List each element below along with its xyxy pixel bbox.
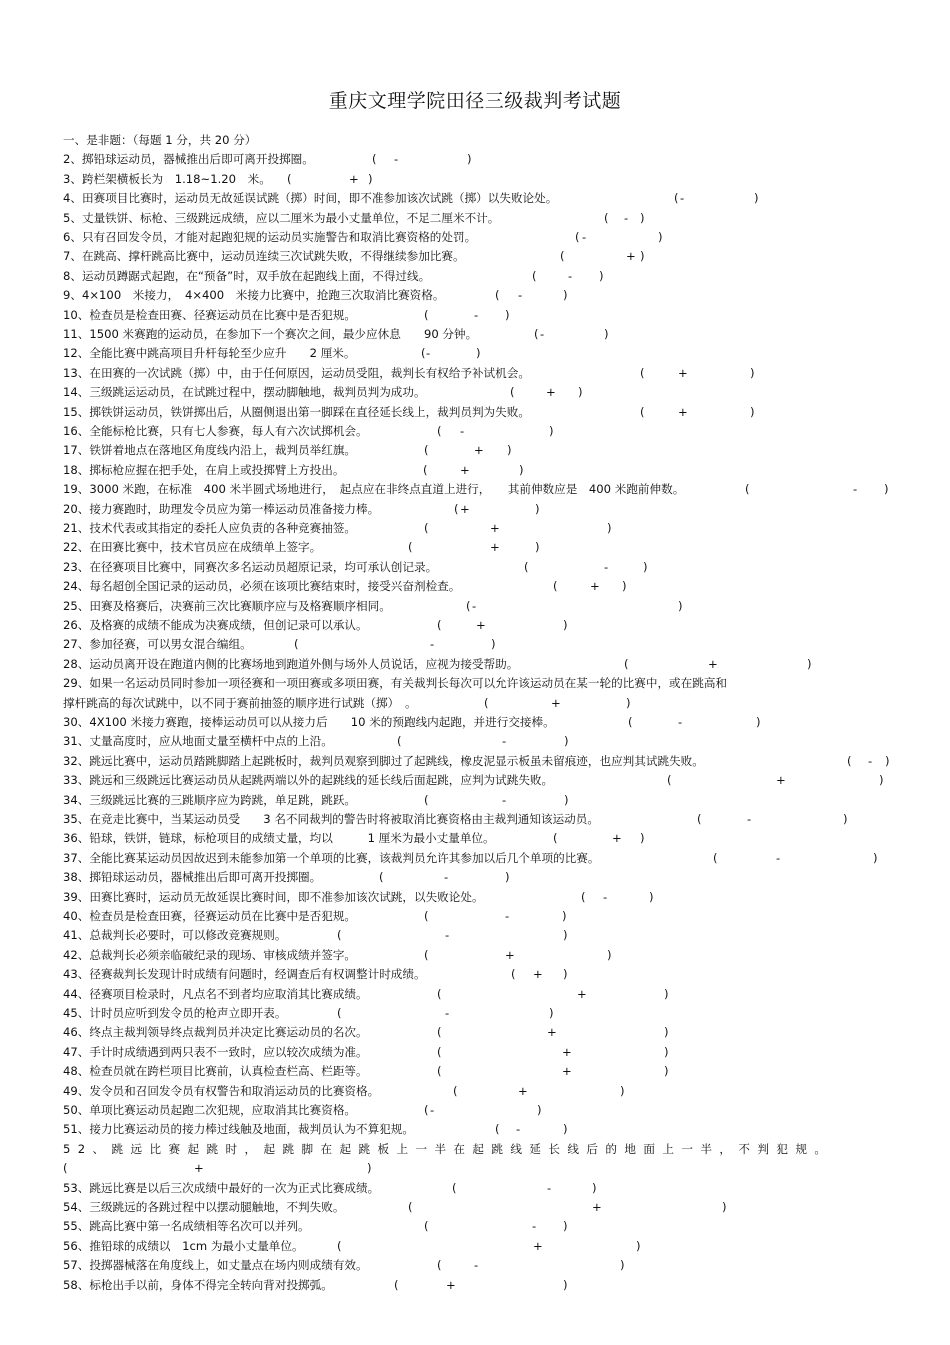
open-paren: ( xyxy=(437,1044,442,1059)
answer-mark: - xyxy=(502,734,507,749)
question-line: 45、计时员应听到发令员的枪声立即开表。 xyxy=(63,1006,287,1020)
answer-mark: + xyxy=(490,540,500,555)
answer-mark: - xyxy=(394,152,399,167)
question-line: 28、运动员离开设在跑道内侧的比赛场地到跑道外侧与场外人员说话，应视为接受帮助。 xyxy=(63,656,519,671)
answer-mark: - xyxy=(426,346,431,361)
close-paren: ) xyxy=(563,928,568,943)
answer-mark: + xyxy=(562,1064,572,1079)
question-line: 55、跳高比赛中第一名成绩相等名次可以并列。 xyxy=(63,1219,310,1234)
close-paren: ) xyxy=(578,385,583,400)
close-paren: ) xyxy=(563,1219,568,1234)
question-line: 56、推铅球的成绩以 1cm 为最小丈量单位。 xyxy=(63,1238,304,1253)
question-line: 23、在径赛项目比赛中，同赛次多名运动员超原记录，均可承认创记录。 xyxy=(63,559,438,574)
question-line: 47、手计时成绩遇到两只表不一致时，应以较次成绩为准。 xyxy=(63,1044,368,1059)
close-paren: ) xyxy=(640,249,645,264)
answer-mark: + xyxy=(460,501,470,516)
answer-mark: - xyxy=(680,191,685,206)
answer-mark: - xyxy=(430,637,435,652)
answer-mark: - xyxy=(445,1006,450,1020)
question-line: 35、在竞走比赛中，当某运动员受 3 名不同裁判的警告时将被取消比赛资格由主裁判通知该运动员。 xyxy=(63,812,599,826)
close-paren: ) xyxy=(563,618,568,632)
question-line: 32、跳远比赛中，运动员踏跳脚踏上起跳板时，裁判员观察到脚过了起跳线，橡皮泥显示板虽未留痕迹，也应判其试跳失败。 xyxy=(63,753,704,768)
question-line: 41、总裁判长必要时，可以修改竞赛规则。 xyxy=(63,928,287,943)
open-paren: ( xyxy=(424,1103,429,1117)
close-paren: ) xyxy=(563,1122,568,1137)
open-paren: ( xyxy=(424,909,429,923)
question-line: 30、4X100 米接力赛跑，接棒运动员可以从接力后 10 米的预跑线内起跑，并进行交接棒。 xyxy=(63,715,555,729)
open-paren: ( xyxy=(424,521,429,535)
open-paren: ( xyxy=(424,1219,429,1234)
section-heading: 一、是非题：（每题 1 分，共 20 分） xyxy=(63,133,257,147)
answer-mark: - xyxy=(460,424,465,438)
open-paren: ( xyxy=(452,1180,457,1195)
open-paren: ( xyxy=(337,928,342,943)
open-paren: ( xyxy=(337,1238,342,1253)
open-paren: ( xyxy=(745,482,750,497)
answer-mark: + xyxy=(533,967,543,982)
answer-mark: - xyxy=(472,598,477,613)
open-paren: ( xyxy=(372,152,377,167)
close-paren: ) xyxy=(640,210,645,225)
question-line: 57、投掷器械落在角度线上，如丈量点在场内则成绩有效。 xyxy=(63,1258,368,1273)
question-line: 27、参加径赛，可以男女混合编组。 xyxy=(63,637,252,652)
open-paren: ( xyxy=(847,753,852,768)
close-paren: ) xyxy=(507,443,512,458)
answer-mark: - xyxy=(502,792,507,807)
close-paren: ) xyxy=(563,288,568,303)
open-paren: ( xyxy=(560,249,565,264)
question-line: 6、只有召回发令员，才能对起跑犯规的运动员实施警告和取消比赛资格的处罚。 xyxy=(63,230,477,244)
close-paren: ) xyxy=(620,1258,625,1273)
answer-mark: + xyxy=(626,249,636,264)
question-29-line1: 29、如果一名运动员同时参加一项径赛和一项田赛或多项田赛，有关裁判长每次可以允许该运动员在某一轮的比赛中，或在跳高和 xyxy=(63,676,728,691)
question-line: 33、跳远和三级跳远比赛运动员从起跳两端以外的起跳线的延长线后面起跳，应判为试跳失败。 xyxy=(63,773,554,788)
question-line: 54、三级跳远的各跳过程中以摆动腿触地，不判失败。 xyxy=(63,1200,345,1214)
open-paren: ( xyxy=(437,986,442,1001)
question-line: 11、1500 米赛跑的运动员，在参加下一个赛次之间，最少应休息 90 分钟。 xyxy=(63,327,478,341)
close-paren: ) xyxy=(368,171,373,186)
answer-mark: - xyxy=(532,1219,537,1234)
answer-mark: + xyxy=(592,1200,602,1214)
open-paren: ( xyxy=(337,1006,342,1020)
close-paren: ) xyxy=(563,967,568,982)
open-paren: ( xyxy=(424,947,429,962)
open-paren: ( xyxy=(421,346,426,361)
close-paren: ) xyxy=(649,889,654,904)
close-paren: ) xyxy=(843,812,848,826)
close-paren: ) xyxy=(367,1161,372,1176)
answer-mark: + xyxy=(505,947,515,962)
question-line: 12、全能比赛中跳高项目升杆每轮至少应升 2 厘米。 xyxy=(63,346,356,361)
question-line: 17、铁饼着地点在落地区角度线内沿上，裁判员举红旗。 xyxy=(63,443,357,458)
question-line: 7、在跳高、撑杆跳高比赛中，运动员连续三次试跳失败，不得继续参加比赛。 xyxy=(63,249,465,264)
question-line: 5、丈量铁饼、标枪、三级跳远成绩，应以二厘米为最小丈量单位，不足二厘米不计。 xyxy=(63,210,500,225)
answer-mark: + xyxy=(547,1025,557,1040)
close-paren: ) xyxy=(467,152,472,167)
close-paren: ) xyxy=(620,1083,625,1098)
answer-mark: + xyxy=(577,986,587,1001)
question-line: 8、运动员蹲踞式起跑，在“预备”时，双手放在起跑线上面，不得过线。 xyxy=(63,268,431,283)
question-line: 15、掷铁饼运动员，铁饼掷出后，从圈侧退出第一脚踩在直径延长线上，裁判员判为失败。 xyxy=(63,404,530,419)
open-paren: ( xyxy=(713,850,718,865)
close-paren: ) xyxy=(756,715,761,729)
open-paren: ( xyxy=(437,618,442,632)
close-paren: ) xyxy=(658,230,663,244)
question-line: 3、跨栏架横板长为 1.18~1.20 米。 xyxy=(63,171,271,186)
answer-mark: - xyxy=(505,909,510,923)
answer-mark: - xyxy=(604,559,609,574)
question-line: 31、丈量高度时，应从地面丈量至横杆中点的上沿。 xyxy=(63,734,333,749)
question-line: 13、在田赛的一次试跳（掷）中，由于任何原因，运动员受阻，裁判长有权给予补试机会。 xyxy=(63,365,530,380)
answer-mark: + xyxy=(546,385,556,400)
answer-mark: + xyxy=(612,831,622,846)
answer-mark: + xyxy=(678,365,688,380)
close-paren: ) xyxy=(549,424,554,438)
answer-mark: + xyxy=(551,695,561,710)
open-paren: ( xyxy=(553,831,558,846)
open-paren: ( xyxy=(424,307,429,322)
close-paren: ) xyxy=(491,637,496,652)
open-paren: ( xyxy=(424,792,429,807)
open-paren: ( xyxy=(524,559,529,574)
open-paren: ( xyxy=(674,191,679,206)
answer-mark: - xyxy=(444,870,449,885)
open-paren: ( xyxy=(394,1277,399,1292)
answer-mark: - xyxy=(853,482,858,497)
answer-mark: - xyxy=(547,1180,552,1195)
question-29-line2: 撑杆跳高的每次试跳中，以不同于赛前抽签的顺序进行试跳（掷） 。 xyxy=(63,695,417,710)
open-paren: ( xyxy=(454,501,459,516)
question-line: 44、径赛项目检录时，凡点名不到者均应取消其比赛成绩。 xyxy=(63,986,368,1001)
open-paren: ( xyxy=(511,967,516,982)
question-line: 24、每名超创全国记录的运动员，必须在该项比赛结束时，接受兴奋剂检查。 xyxy=(63,579,461,594)
answer-mark: + xyxy=(460,462,470,477)
answer-mark: + xyxy=(490,521,500,535)
open-paren: ( xyxy=(466,598,471,613)
close-paren: ) xyxy=(505,870,510,885)
answer-mark: - xyxy=(518,288,523,303)
close-paren: ) xyxy=(562,909,567,923)
open-paren: ( xyxy=(437,424,442,438)
open-paren: ( xyxy=(287,171,292,186)
question-line: 39、田赛比赛时，运动员无故延误比赛时间，即不准参加该次试跳，以失败论处。 xyxy=(63,889,484,904)
open-paren: ( xyxy=(697,812,702,826)
open-paren: ( xyxy=(640,365,645,380)
answer-mark: + xyxy=(708,656,718,671)
open-paren: ( xyxy=(294,637,299,652)
close-paren: ) xyxy=(678,598,683,613)
close-paren: ) xyxy=(885,753,890,768)
question-line: 34、三级跳远比赛的三跳顺序应为跨跳，单足跳，跳跃。 xyxy=(63,792,357,807)
question-line: 2、掷铅球运动员，器械推出后即可离开投掷圈。 xyxy=(63,152,314,167)
open-paren: ( xyxy=(397,734,402,749)
close-paren: ) xyxy=(664,1064,669,1079)
question-line: 46、终点主裁判领导终点裁判员并决定比赛运动员的名次。 xyxy=(63,1025,368,1040)
answer-mark: - xyxy=(678,715,683,729)
answer-mark: - xyxy=(568,268,573,283)
answer-mark: - xyxy=(747,812,752,826)
close-paren: ) xyxy=(879,773,884,788)
answer-mark: + xyxy=(518,1083,528,1098)
open-paren: ( xyxy=(553,579,558,594)
question-line: 36、铅球，铁饼，链球，标枪项目的成绩丈量，均以 1 厘米为最小丈量单位。 xyxy=(63,831,495,846)
open-paren: ( xyxy=(437,1258,442,1273)
answer-mark: - xyxy=(776,850,781,865)
close-paren: ) xyxy=(564,734,569,749)
question-52-line1: 52、跳远比赛起跳时，起跳脚在起跳板上一半在起跳线延长线后的地面上一半，不判犯规。 xyxy=(63,1141,834,1156)
close-paren: ) xyxy=(664,986,669,1001)
answer-mark: - xyxy=(603,889,608,904)
open-paren: ( xyxy=(640,404,645,419)
answer-mark: + xyxy=(474,443,484,458)
close-paren: ) xyxy=(626,695,631,710)
open-paren: ( xyxy=(63,1161,68,1176)
open-paren: ( xyxy=(604,210,609,225)
open-paren: ( xyxy=(495,1122,500,1137)
question-line: 4、田赛项目比赛时，运动员无故延误试跳（掷）时间，即不准参加该次试跳（掷）以失败论处。 xyxy=(63,191,558,206)
question-line: 16、全能标枪比赛，只有七人参赛，每人有六次试掷机会。 xyxy=(63,424,368,438)
close-paren: ) xyxy=(750,404,755,419)
close-paren: ) xyxy=(884,482,889,497)
open-paren: ( xyxy=(624,656,629,671)
question-line: 40、检查员是检查田赛，径赛运动员在比赛中是否犯规。 xyxy=(63,909,357,923)
answer-mark: + xyxy=(349,171,359,186)
question-line: 22、在田赛比赛中，技术官员应在成绩单上签字。 xyxy=(63,540,322,555)
close-paren: ) xyxy=(564,792,569,807)
question-line: 18、掷标枪应握在把手处，在肩上或投掷臂上方投出。 xyxy=(63,462,345,477)
answer-mark: + xyxy=(776,773,786,788)
question-line: 14、三级跳运运动员，在试跳过程中，摆动脚触地，裁判员判为成功。 xyxy=(63,385,426,400)
close-paren: ) xyxy=(807,656,812,671)
answer-mark: - xyxy=(582,230,587,244)
close-paren: ) xyxy=(519,462,524,477)
close-paren: ) xyxy=(604,327,609,341)
question-line: 49、发令员和召回发令员有权警告和取消运动员的比赛资格。 xyxy=(63,1083,380,1098)
open-paren: ( xyxy=(437,1025,442,1040)
close-paren: ) xyxy=(476,346,481,361)
open-paren: ( xyxy=(423,462,428,477)
question-line: 20、接力赛跑时，助理发令员应为第一棒运动员准备接力棒。 xyxy=(63,501,380,516)
close-paren: ) xyxy=(607,521,612,535)
answer-mark: + xyxy=(678,404,688,419)
question-line: 42、总裁判长必须亲临破纪录的现场、审核成绩并签字。 xyxy=(63,947,357,962)
close-paren: ) xyxy=(722,1200,727,1214)
open-paren: ( xyxy=(667,773,672,788)
close-paren: ) xyxy=(640,831,645,846)
question-line: 21、技术代表或其指定的委托人应负责的各种竞赛抽签。 xyxy=(63,521,357,535)
question-line: 43、径赛裁判长发现计时成绩有问题时，经调查后有权调整计时成绩。 xyxy=(63,967,426,982)
close-paren: ) xyxy=(563,1277,568,1292)
question-line: 50、单项比赛运动员起跑二次犯规，应取消其比赛资格。 xyxy=(63,1103,357,1117)
answer-mark: + xyxy=(194,1161,204,1176)
question-line: 25、田赛及格赛后，决赛前三次比赛顺序应与及格赛顺序相同。 xyxy=(63,598,391,613)
close-paren: ) xyxy=(873,850,878,865)
open-paren: ( xyxy=(510,385,515,400)
answer-mark: + xyxy=(533,1238,543,1253)
answer-mark: - xyxy=(540,327,545,341)
answer-mark: - xyxy=(624,210,629,225)
open-paren: ( xyxy=(437,1064,442,1079)
question-line: 53、跳远比赛是以后三次成绩中最好的一次为正式比赛成绩。 xyxy=(63,1180,380,1195)
close-paren: ) xyxy=(537,1103,542,1117)
open-paren: ( xyxy=(453,1083,458,1098)
question-line: 51、接力比赛运动员的接力棒过线触及地面，裁判员认为不算犯规。 xyxy=(63,1122,414,1137)
close-paren: ) xyxy=(599,268,604,283)
close-paren: ) xyxy=(535,540,540,555)
page-title: 重庆文理学院田径三级裁判考试题 xyxy=(328,90,622,112)
open-paren: ( xyxy=(484,695,489,710)
answer-mark: - xyxy=(516,1122,521,1137)
close-paren: ) xyxy=(664,1044,669,1059)
open-paren: ( xyxy=(379,870,384,885)
close-paren: ) xyxy=(664,1025,669,1040)
question-line: 48、检查员就在跨栏项目比赛前，认真检查栏高、栏距等。 xyxy=(63,1064,368,1079)
question-line: 38、掷铅球运动员，器械推出后即可离开投掷圈。 xyxy=(63,870,322,885)
close-paren: ) xyxy=(754,191,759,206)
answer-mark: + xyxy=(446,1277,456,1292)
answer-mark: - xyxy=(868,753,873,768)
question-line: 37、全能比赛某运动员因故迟到未能参加第一个单项的比赛，该裁判员允许其参加以后几个单项的比赛。 xyxy=(63,850,600,865)
close-paren: ) xyxy=(622,579,627,594)
open-paren: ( xyxy=(424,443,429,458)
answer-mark: + xyxy=(562,1044,572,1059)
close-paren: ) xyxy=(750,365,755,380)
close-paren: ) xyxy=(549,1006,554,1020)
open-paren: ( xyxy=(532,268,537,283)
open-paren: ( xyxy=(495,288,500,303)
close-paren: ) xyxy=(636,1238,641,1253)
answer-mark: - xyxy=(445,928,450,943)
question-line: 19、3000 米跑，在标准 400 米半圆式场地进行， 起点应在非终点直道上进行， 其前伸数应是 400 米跑前伸数。 xyxy=(63,482,685,497)
open-paren: ( xyxy=(575,230,580,244)
question-line: 26、及格赛的成绩不能成为决赛成绩，但创记录可以承认。 xyxy=(63,618,368,632)
close-paren: ) xyxy=(607,947,612,962)
close-paren: ) xyxy=(592,1180,597,1195)
open-paren: ( xyxy=(408,1200,413,1214)
open-paren: ( xyxy=(628,715,633,729)
answer-mark: + xyxy=(590,579,600,594)
open-paren: ( xyxy=(408,540,413,555)
close-paren: ) xyxy=(505,307,510,322)
answer-mark: - xyxy=(474,1258,479,1273)
answer-mark: - xyxy=(474,307,479,322)
open-paren: ( xyxy=(581,889,586,904)
close-paren: ) xyxy=(643,559,648,574)
open-paren: ( xyxy=(534,327,539,341)
question-line: 9、4×100 米接力， 4×400 米接力比赛中，抢跑三次取消比赛资格。 xyxy=(63,288,445,303)
answer-mark: + xyxy=(476,618,486,632)
question-line: 58、标枪出手以前，身体不得完全转向背对投掷弧。 xyxy=(63,1277,333,1292)
question-line: 10、检查员是检查田赛、径赛运动员在比赛中是否犯规。 xyxy=(63,307,357,322)
close-paren: ) xyxy=(535,501,540,516)
answer-mark: - xyxy=(430,1103,435,1117)
